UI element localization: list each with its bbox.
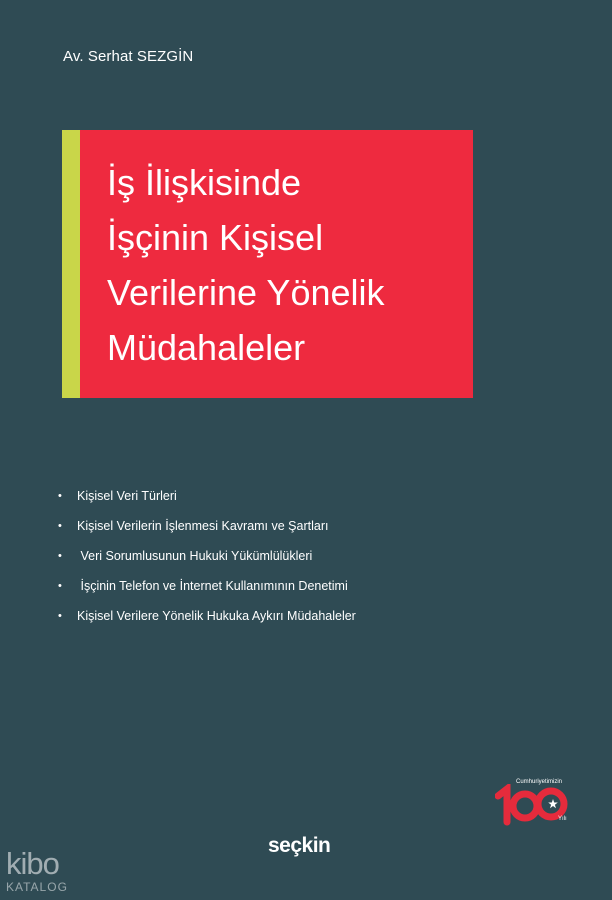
- title-line-1: İş İlişkisinde: [107, 162, 302, 203]
- badge-bottom-text: Yılı: [558, 816, 567, 822]
- list-item: [58, 517, 478, 547]
- list-item-text: Kişisel Veri Türleri: [77, 489, 177, 503]
- author-name: Av. Serhat SEZGİN: [63, 48, 194, 65]
- list-item: [58, 577, 478, 607]
- badge-top-text: Cumhuriyetimizin: [516, 779, 563, 785]
- svg-text:KATALOG: KATALOG: [6, 880, 68, 894]
- title-box: [80, 130, 473, 398]
- accent-bar: [62, 130, 80, 398]
- topic-list: [58, 487, 478, 637]
- list-item-text: Kişisel Verilere Yönelik Hukuka Aykırı Müdahaleler: [77, 609, 356, 623]
- title-line-4: Müdahaleler: [107, 327, 306, 368]
- centennial-badge: [495, 776, 577, 826]
- list-item-text: Veri Sorumlusunun Hukuki Yükümlülükleri: [77, 549, 313, 563]
- kibo-katalog-watermark: [6, 846, 86, 896]
- list-item-text: İşçinin Telefon ve İnternet Kullanımının Denetimi: [77, 579, 348, 593]
- list-item: [58, 487, 478, 517]
- list-item: [58, 607, 478, 637]
- bullet-icon: •: [58, 610, 62, 622]
- bullet-icon: •: [58, 490, 62, 502]
- publisher-logo: seçkin: [268, 834, 331, 857]
- list-item-text: Kişisel Verilerin İşlenmesi Kavramı ve Şartları: [77, 519, 329, 533]
- bullet-icon: •: [58, 520, 62, 532]
- list-item: [58, 547, 478, 577]
- svg-text:kibo: kibo: [6, 846, 59, 881]
- title-line-3: Verilerine Yönelik: [107, 272, 385, 313]
- bullet-icon: •: [58, 580, 62, 592]
- bullet-icon: •: [58, 550, 62, 562]
- kibo-logo-icon: [6, 846, 86, 896]
- title-line-2: İşçinin Kişisel: [107, 217, 324, 258]
